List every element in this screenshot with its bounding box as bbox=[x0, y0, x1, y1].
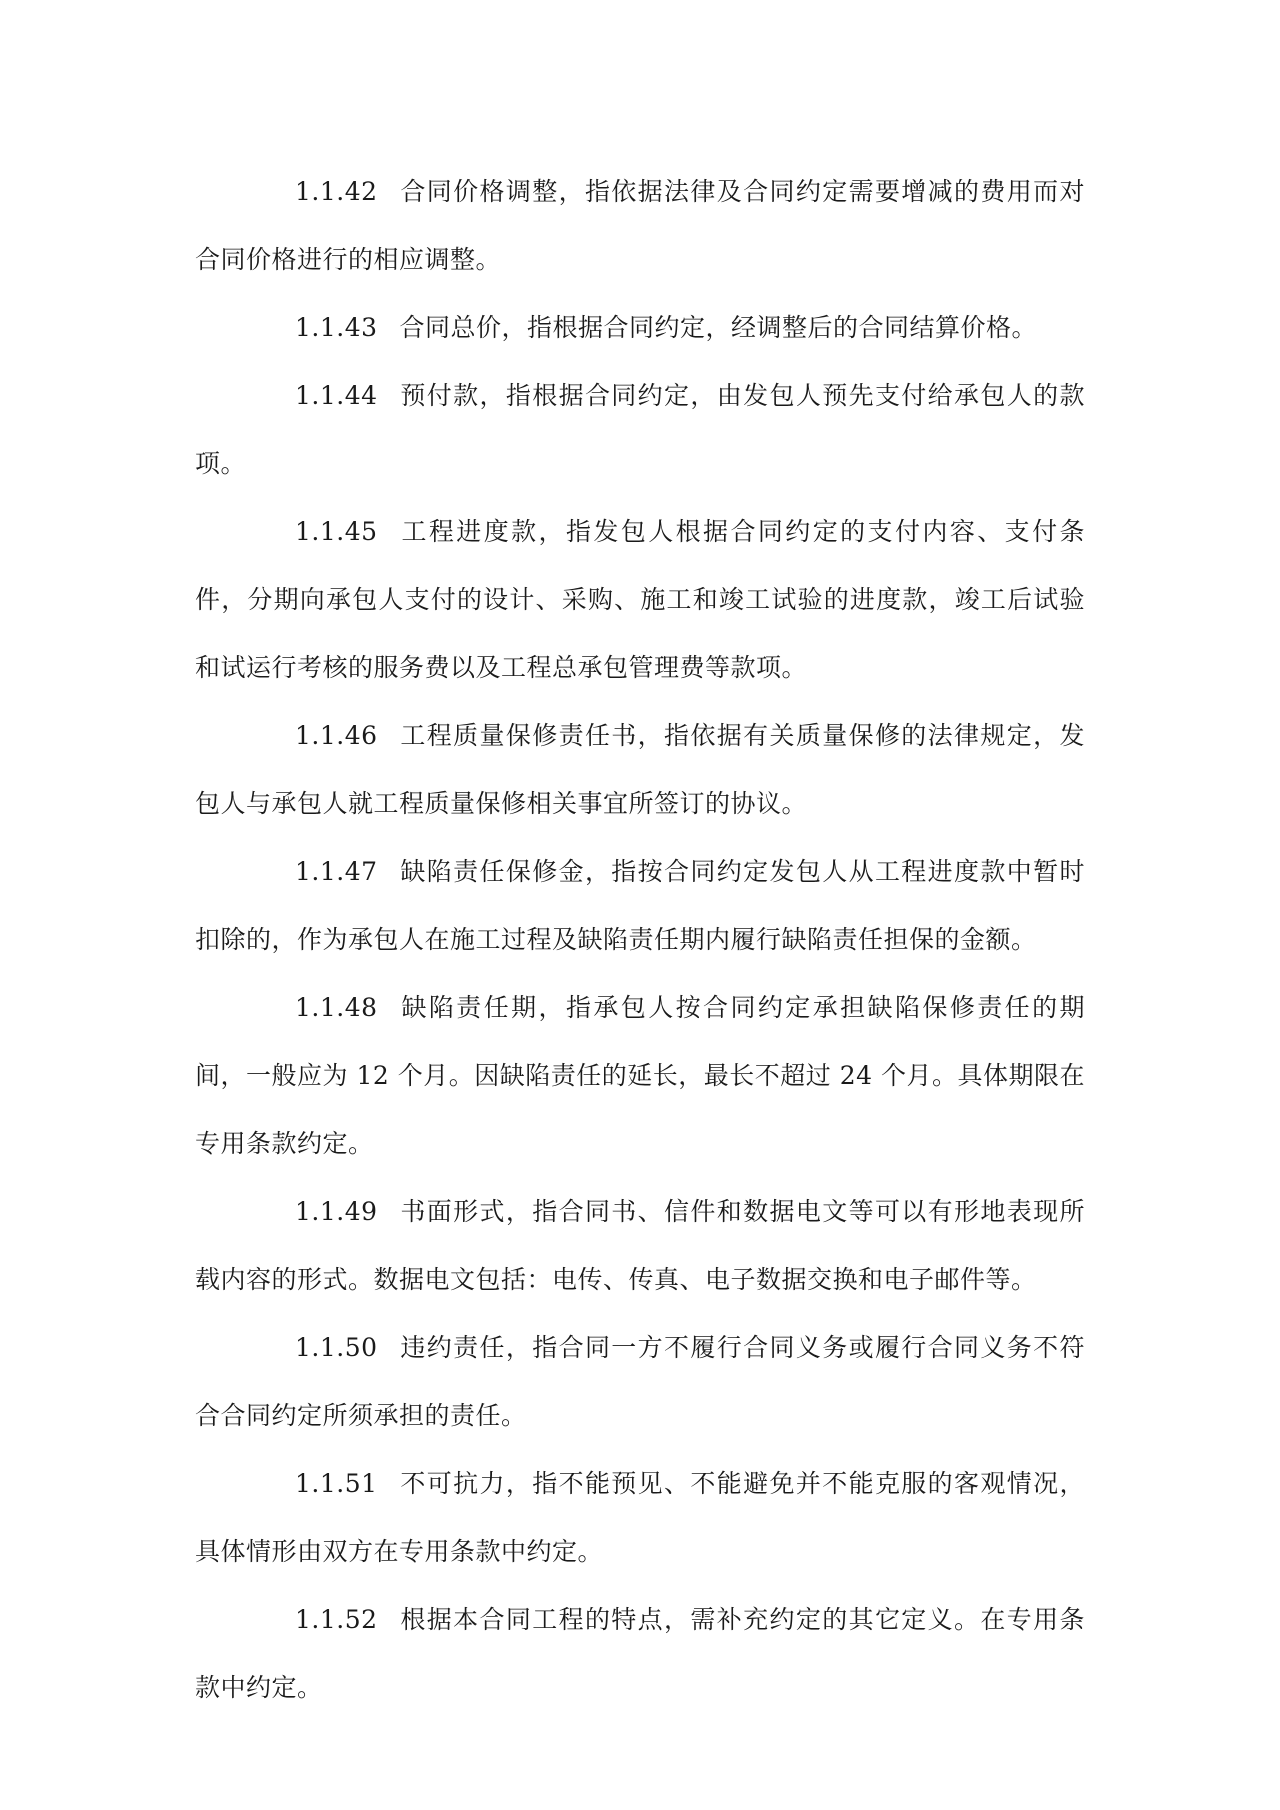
clause-number: 1.1.44 bbox=[295, 381, 378, 410]
clause-1-1-42 bbox=[195, 158, 1085, 294]
clause-number: 1.1.48 bbox=[295, 993, 378, 1022]
clause-number: 1.1.47 bbox=[295, 857, 378, 886]
clause-number: 1.1.50 bbox=[295, 1333, 378, 1362]
clause-number: 1.1.51 bbox=[295, 1469, 378, 1498]
clause-number: 1.1.52 bbox=[295, 1605, 378, 1634]
clause-number: 1.1.43 bbox=[295, 313, 378, 342]
clause-text: 预付款，指根据合同约定，由发包人预先支付给承包人的款项。 bbox=[195, 381, 1085, 478]
clause-number: 1.1.49 bbox=[295, 1197, 378, 1226]
clause-list bbox=[195, 158, 1085, 1722]
clause-text: 工程进度款，指发包人根据合同约定的支付内容、支付条件，分期向承包人支付的设计、采购、施工和竣工试验的进度款，竣工后试验和试运行考核的服务费以及工程总承包管理费等款项。 bbox=[195, 517, 1085, 682]
clause-text: 根据本合同工程的特点，需补充约定的其它定义。在专用条款中约定。 bbox=[195, 1605, 1085, 1702]
clause-text: 违约责任，指合同一方不履行合同义务或履行合同义务不符合合同约定所须承担的责任。 bbox=[195, 1333, 1085, 1430]
clause-1-1-43 bbox=[195, 294, 1085, 362]
clause-1-1-52 bbox=[195, 1586, 1085, 1722]
clause-text: 合同价格调整，指依据法律及合同约定需要增减的费用而对合同价格进行的相应调整。 bbox=[195, 177, 1085, 274]
clause-number: 1.1.46 bbox=[295, 721, 378, 750]
clause-1-1-45 bbox=[195, 498, 1085, 702]
clause-1-1-49 bbox=[195, 1178, 1085, 1314]
clause-text: 缺陷责任保修金，指按合同约定发包人从工程进度款中暂时扣除的，作为承包人在施工过程及缺陷责任期内履行缺陷责任担保的金额。 bbox=[195, 857, 1085, 954]
clause-1-1-46 bbox=[195, 702, 1085, 838]
clause-1-1-48 bbox=[195, 974, 1085, 1178]
clause-1-1-51 bbox=[195, 1450, 1085, 1586]
clause-1-1-47 bbox=[195, 838, 1085, 974]
clause-text: 缺陷责任期，指承包人按合同约定承担缺陷保修责任的期间，一般应为 12 个月。因缺陷责任的延长，最长不超过 24 个月。具体期限在专用条款约定。 bbox=[195, 993, 1085, 1158]
clause-text: 书面形式，指合同书、信件和数据电文等可以有形地表现所载内容的形式。数据电文包括：电传、传真、电子数据交换和电子邮件等。 bbox=[195, 1197, 1085, 1294]
clause-1-1-50 bbox=[195, 1314, 1085, 1450]
clause-1-1-44 bbox=[195, 362, 1085, 498]
clause-number: 1.1.42 bbox=[295, 177, 378, 206]
clause-number: 1.1.45 bbox=[295, 517, 378, 546]
clause-text: 工程质量保修责任书，指依据有关质量保修的法律规定，发包人与承包人就工程质量保修相关事宜所签订的协议。 bbox=[195, 721, 1085, 818]
clause-text: 不可抗力，指不能预见、不能避免并不能克服的客观情况，具体情形由双方在专用条款中约定。 bbox=[195, 1469, 1085, 1566]
clause-text: 合同总价，指根据合同约定，经调整后的合同结算价格。 bbox=[399, 313, 1038, 342]
